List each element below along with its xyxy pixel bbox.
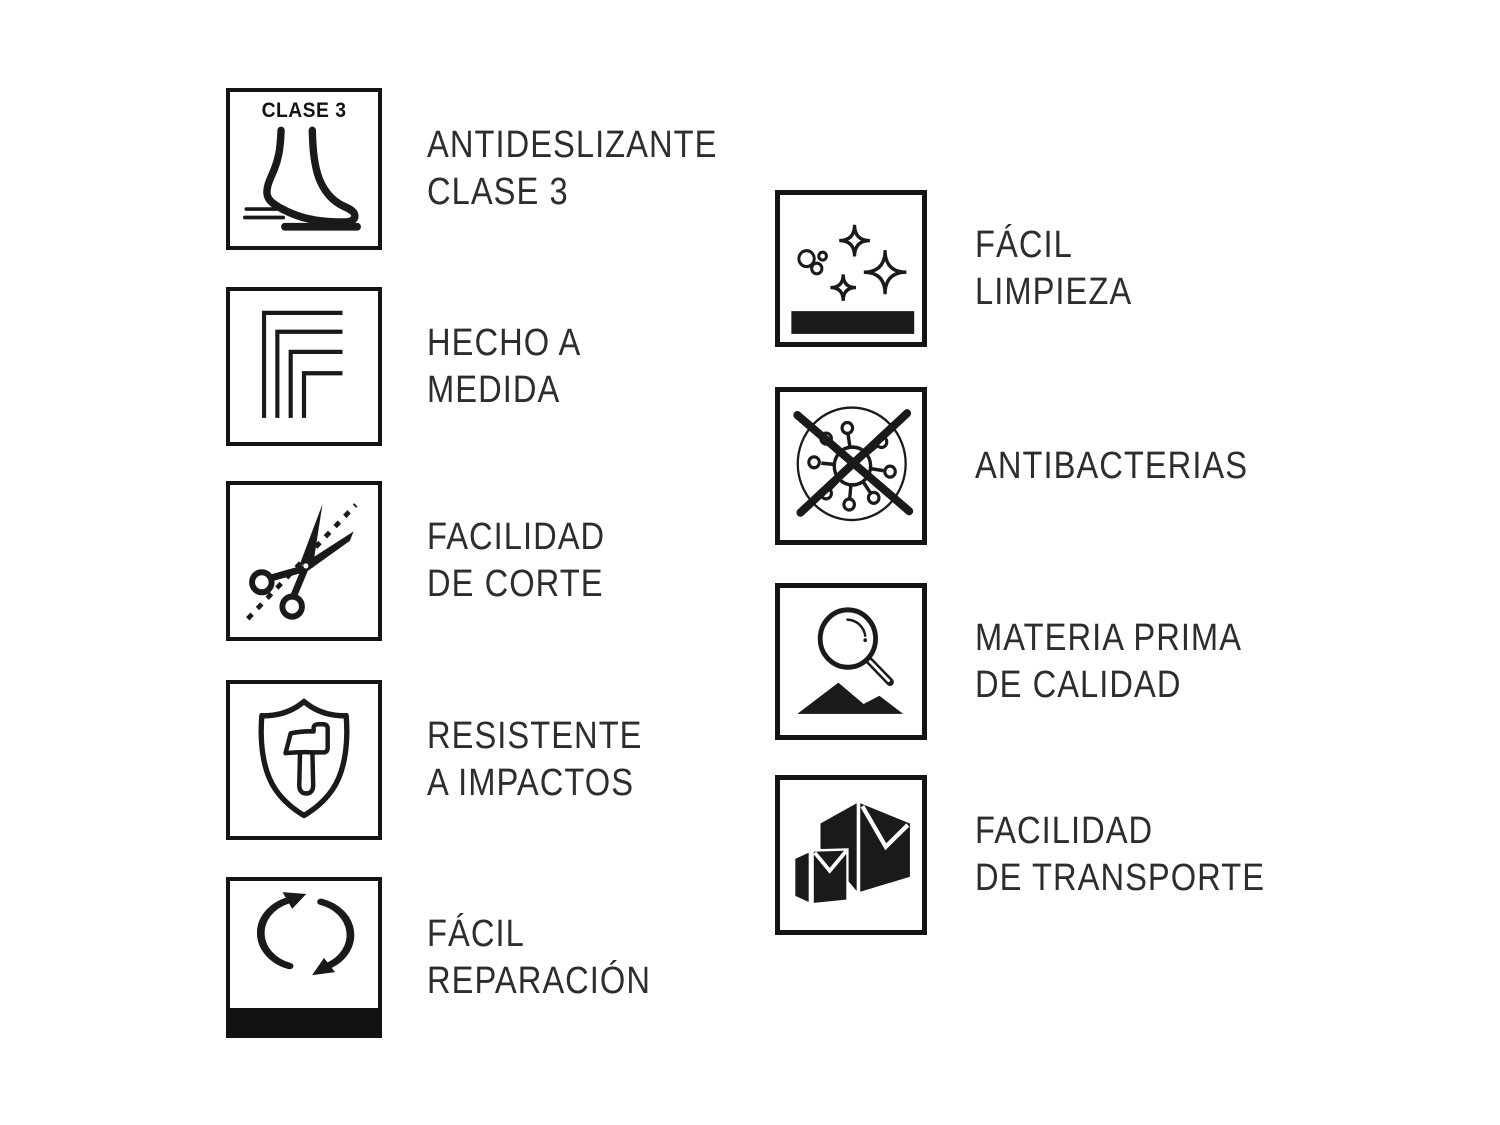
label-line: DE CORTE	[427, 563, 604, 605]
custom-made-icon-box	[226, 287, 382, 446]
label-line: ANTIDESLIZANTE	[427, 124, 718, 166]
magnifier-mountains-icon	[780, 588, 922, 735]
easy-cut-icon-box	[226, 481, 382, 641]
easy-repair-icon-box	[226, 877, 382, 1038]
label-antideslizante	[427, 88, 717, 250]
shipping-boxes-icon	[780, 780, 922, 930]
impact-resistant-icon-box	[226, 680, 382, 840]
repair-arrows-icon	[230, 881, 378, 1005]
shield-hammer-icon	[230, 684, 378, 836]
label-line: ANTIBACTERIAS	[975, 444, 1249, 487]
label-line: MEDIDA	[427, 368, 561, 411]
label-antibacterias	[975, 387, 1248, 545]
sparkles-clean-icon	[780, 195, 922, 342]
nested-corners-icon	[230, 291, 378, 442]
antibacterial-icon-box	[775, 387, 927, 545]
label-materia-prima	[975, 583, 1242, 740]
label-resistente-a-impactos	[427, 680, 643, 840]
label-line: REPARACIÓN	[427, 959, 651, 1002]
label-facil-limpieza	[975, 190, 1132, 347]
label-facil-reparacion	[427, 877, 651, 1038]
label-line: FACILIDAD	[975, 810, 1154, 852]
label-line: FÁCIL	[975, 223, 1073, 266]
easy-transport-icon-box	[775, 775, 927, 935]
label-line: LIMPIEZA	[975, 270, 1133, 313]
no-bacteria-icon	[780, 392, 922, 540]
easy-clean-icon-box	[775, 190, 927, 347]
label-hecho-a-medida	[427, 287, 581, 446]
label-line: RESISTENTE	[427, 715, 643, 757]
label-facilidad-de-transporte	[975, 775, 1265, 935]
label-line: MATERIA PRIMA	[975, 616, 1243, 659]
label-line: FACILIDAD	[427, 516, 606, 558]
antislip-icon-box	[226, 88, 382, 250]
label-facilidad-de-corte	[427, 481, 605, 641]
scissors-icon	[230, 485, 378, 637]
label-line: DE CALIDAD	[975, 663, 1182, 706]
label-line: CLASE 3	[427, 171, 569, 213]
quality-material-icon-box	[775, 583, 927, 740]
label-line: DE TRANSPORTE	[975, 857, 1266, 899]
repair-base-bar	[226, 1008, 382, 1038]
label-line: A IMPACTOS	[427, 762, 635, 804]
label-line: FÁCIL	[427, 912, 525, 955]
class-3-badge: CLASE 3	[261, 99, 347, 122]
label-line: HECHO A	[427, 321, 582, 364]
